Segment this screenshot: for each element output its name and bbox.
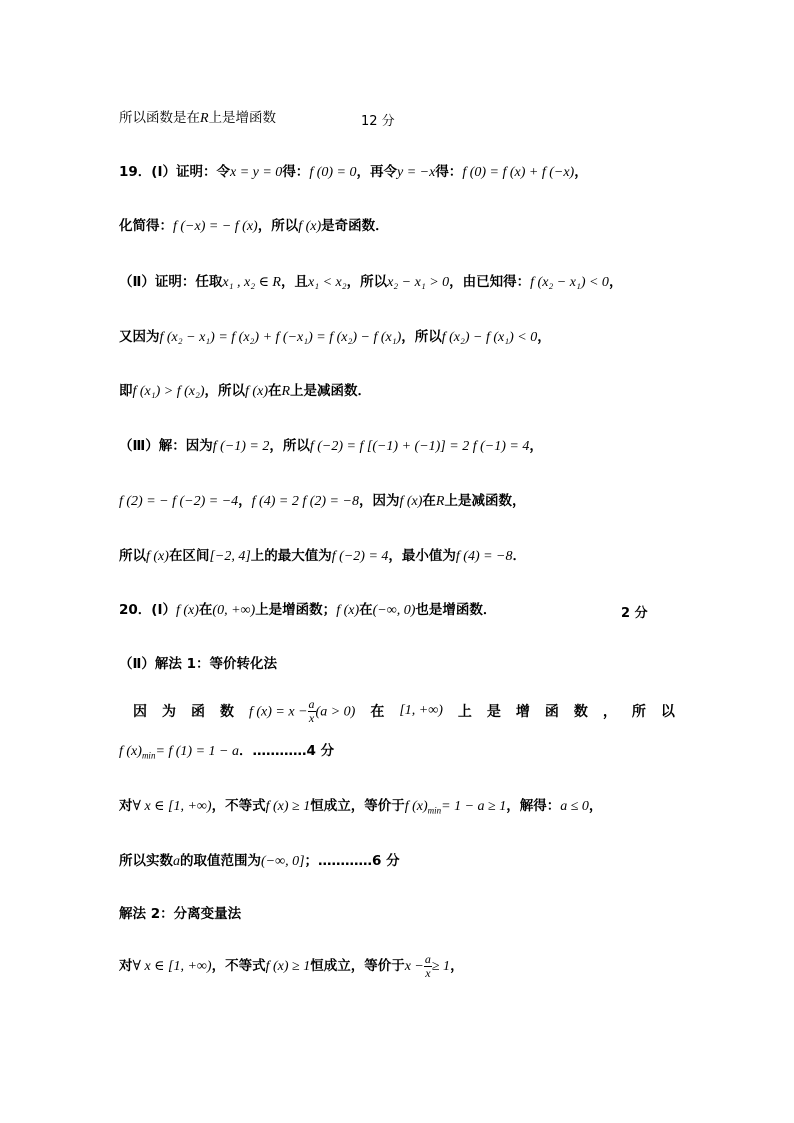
math: f (0) = 0 [309, 165, 357, 180]
math: f (x) [298, 219, 322, 234]
text: 得： [435, 164, 463, 180]
math: f (−x) = − f (x) [173, 219, 258, 234]
math: R [281, 384, 291, 399]
text: ，最小值为 [388, 548, 456, 564]
text: 化简得： [119, 218, 173, 234]
math: f (x) [404, 799, 428, 814]
subscript: min [141, 750, 156, 761]
line-19-part3 [119, 436, 543, 457]
math: f (x₂ − x₁) = f (x₂) + f (−x₁) = f (x₂) − f (x₁) [159, 330, 402, 345]
text: ；…………6 分 [304, 853, 400, 869]
text: 在 [198, 602, 213, 618]
text: ． [512, 548, 526, 564]
math: a [173, 854, 180, 869]
line-max-min [119, 546, 526, 567]
line-conclusion-increasing [119, 108, 276, 129]
line-decreasing [119, 381, 371, 402]
text: 在 [359, 602, 373, 618]
text: 是 [486, 704, 501, 720]
text: ， [574, 164, 588, 180]
text: 又因为 [119, 329, 160, 345]
math: f (x) [175, 603, 199, 618]
text: ，所以 [269, 438, 310, 454]
text: 是奇函数． [321, 218, 389, 234]
text: ，不等式 [211, 958, 266, 974]
math: R [435, 494, 445, 509]
text: 在区间 [168, 548, 210, 564]
math: f (−1) = 2 [212, 439, 270, 454]
math: f (x) ≥ 1 [265, 799, 311, 814]
fraction [424, 953, 432, 980]
text: （Ⅱ）证明：任取 [119, 274, 223, 290]
math: f (x) = x − [249, 704, 308, 719]
math: f (x) [399, 494, 423, 509]
math: f (0) = f (x) + f (−x) [462, 165, 575, 180]
text: ， [588, 798, 603, 814]
score-12: 12 分 [361, 114, 395, 129]
text: ，再令 [356, 164, 397, 180]
text: 上是增函数； [255, 602, 337, 618]
math: f (x) [119, 744, 142, 759]
math: (−∞, 0) [372, 603, 416, 618]
text: 恒成立，等价于 [310, 958, 405, 974]
line-because-function [133, 696, 675, 726]
text: ， [529, 438, 543, 454]
math: x₁ , x₂ ∈ R [222, 275, 281, 290]
math: f (−2) = f [(−1) + (−1)] = 2 f (−1) = 4 [309, 439, 530, 454]
math: f (x) [146, 549, 169, 564]
score-2: 2 分 [621, 606, 648, 621]
line-inequality [119, 796, 602, 821]
line-odd-function [119, 216, 389, 237]
math: = f (1) = 1 − a [155, 744, 239, 759]
math: f (x) [336, 603, 360, 618]
math: = 1 − a ≥ 1 [441, 799, 507, 814]
math: x₁ < x₂ [307, 275, 347, 290]
line-19-part2 [119, 272, 622, 293]
text: ，且 [280, 274, 308, 290]
math: f (4) = −8 [455, 549, 513, 564]
text: 在 [370, 704, 385, 720]
math: f (x₁) > f (x₂) [132, 384, 205, 399]
line-range [119, 851, 400, 872]
line-because [119, 327, 551, 348]
text: ， [238, 493, 252, 509]
text: 所 [631, 704, 646, 720]
math: ∀ x ∈ [1, +∞) [132, 799, 212, 814]
text: 在 [422, 493, 436, 509]
text: 以 [660, 704, 675, 720]
math: [−2, 4] [209, 549, 251, 564]
math: (−∞, 0] [261, 854, 305, 869]
math: f (x₂) − f (x₁) < 0 [441, 330, 538, 345]
line-20-part1 [119, 600, 496, 621]
line-fmin [119, 741, 334, 766]
text: 增 [515, 704, 530, 720]
line-method1-heading: （Ⅱ）解法 1：等价转化法 [119, 656, 277, 672]
math: f (−2) = 4 [331, 549, 389, 564]
math: f (x₂ − x₁) < 0 [530, 275, 609, 290]
question-label: 20．(Ⅰ） [119, 602, 176, 618]
text: ，因为 [358, 493, 400, 509]
math: ≥ 1 [431, 959, 451, 974]
math: a ≤ 0 [560, 799, 589, 814]
text: 所以 [119, 548, 146, 564]
text: 对 [119, 798, 133, 814]
math: f (4) = 2 f (2) = −8 [251, 494, 359, 509]
numerator: a [308, 696, 315, 711]
text: 数 [220, 704, 234, 720]
text: 上 [457, 704, 472, 720]
text: 所以函数是在 [119, 110, 200, 126]
math: x − [404, 959, 424, 974]
text: 数 [573, 704, 588, 720]
text: 在 [267, 383, 282, 399]
text: ， [608, 274, 623, 290]
text: ，所以 [401, 329, 442, 345]
function-definition [249, 698, 355, 725]
text: 恒成立，等价于 [310, 798, 405, 814]
math-var-r: R [200, 111, 209, 126]
text: 上是减函数， [444, 493, 526, 509]
text: 上是减函数． [290, 383, 372, 399]
text: 因 [133, 704, 147, 720]
math: y = −x [396, 165, 436, 180]
text: ，所以 [204, 383, 246, 399]
line-values [119, 491, 525, 512]
text: ， [450, 958, 464, 974]
text: 上是增函数 [208, 110, 277, 126]
denominator: x [425, 965, 431, 980]
text: ．…………4 分 [239, 743, 335, 759]
math: ∀ x ∈ [1, +∞) [132, 959, 212, 974]
math: f (x) [245, 384, 268, 399]
math: x = y = 0 [229, 165, 283, 180]
text: 对 [119, 958, 133, 974]
line-19-part1 [119, 162, 588, 183]
text: ， [537, 329, 551, 345]
text: ，所以 [257, 218, 299, 234]
denominator: x [308, 710, 315, 725]
text: （Ⅲ）解：因为 [119, 438, 213, 454]
question-label: 19．(Ⅰ）证明：令 [119, 164, 230, 180]
line-separation [119, 950, 464, 982]
text: 得： [282, 164, 310, 180]
text: 为 [162, 704, 176, 720]
subscript: min [427, 805, 442, 816]
text: ，由已知得： [449, 274, 531, 290]
text: ， [602, 704, 617, 720]
text: 所以实数 [119, 853, 173, 869]
text: 函 [191, 704, 205, 720]
numerator: a [424, 951, 431, 966]
math: x₂ − x₁ > 0 [387, 275, 450, 290]
fraction [308, 698, 316, 725]
math: (0, +∞) [212, 603, 256, 618]
math: [1, +∞) [399, 703, 443, 718]
line-method2-heading: 解法 2：分离变量法 [119, 906, 242, 922]
text: ，解得： [506, 798, 561, 814]
text: ，不等式 [211, 798, 266, 814]
text: 的取值范围为 [180, 853, 261, 869]
text: 函 [544, 704, 559, 720]
math: f (x) ≥ 1 [265, 959, 311, 974]
math: f (2) = − f (−2) = −4 [119, 494, 239, 509]
text: 也是增函数． [415, 602, 497, 618]
math: (a > 0) [315, 704, 356, 719]
text: ，所以 [346, 274, 388, 290]
text: 上的最大值为 [250, 548, 332, 564]
text: 即 [119, 383, 133, 399]
